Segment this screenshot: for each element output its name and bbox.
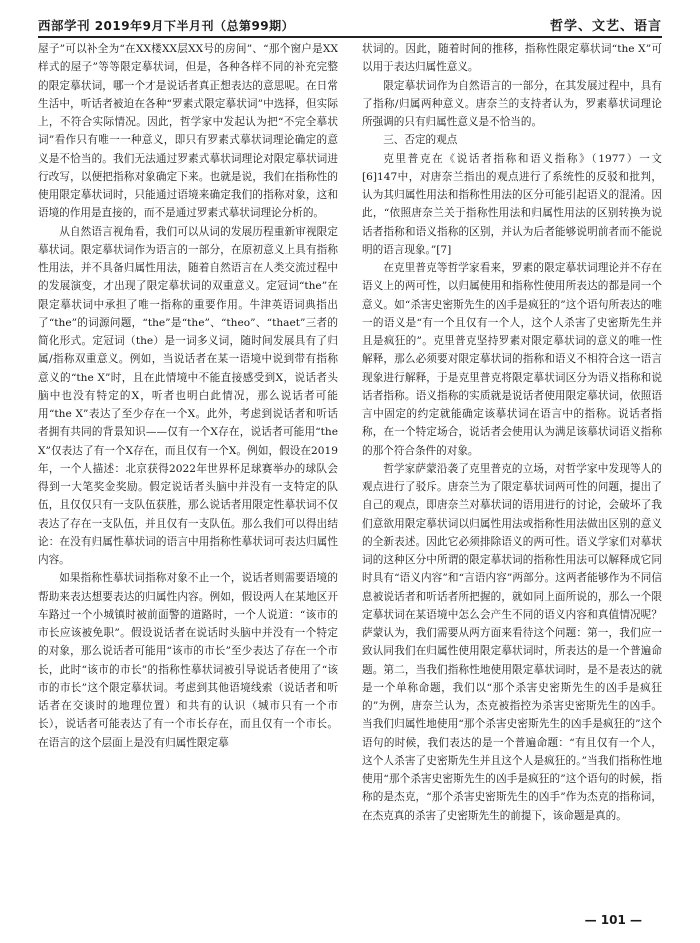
- journal-title: 西部学刊: [38, 18, 91, 33]
- paragraph: 如果指称性摹状词指称对象不止一个，说话者则需要语境的帮助来表达想要表达的归属性内容。例如，假设两人在某地区开车路过一个小城镇时被前面警的道路时，一个人说道：“该市的市长应该被免职”。假设说话者在说话时头脑中并没有一个特定的对象，那么说话者可能用“该市的市长”至少表达了存在一个市长，此时“该市的市长”的指称性摹状词被引导说话者使用了“该市的市长”这个限定摹状词。考虑到其他语境线索（说话者和听话者在交谈时的地理位置）和共有的认识（城市只有一个市长），说话者可能表达了有一个市长存在，而且仅有一个市长。在语言的这个层面上是没有归属性限定摹: [38, 572, 338, 749]
- issue-info: 2019年9月下半月刊（总第99期）: [94, 19, 295, 33]
- running-header: [38, 6, 662, 38]
- paragraph: 哲学家萨蒙沿袭了克里普克的立场，对哲学家中发现等人的观点进行了驳斥。唐奈兰为了限定摹状词两可性的问题，提出了自己的观点，即唐奈兰对摹状词的语用进行的讨论，会破坏了我们意欲用限定摹状词以归属性用法或指称性用法做出区别的意义的全新表述。因此它必须排除语义的两可性。语义学家们对摹状词的这种区分中所谓的限定摹状词的指称性用法可以解释成它同时具有“语义内容”和“言语内容”两部分。这两者能够作为不同信息被说话者和听话者所把握的，就如同上面所说的，那么一个限定摹状词在某语境中怎么会产生不同的语义内容和真值情况呢？萨蒙认为，我们需要从两方面来看待这个问题：第一，我们应一致认同我们在归属性使用限定摹状词时，所表达的是一个普遍命题。第二，当我们指称性地使用限定摹状词时，是不是表达的就是一个单称命题，我们以“那个杀害史密斯先生的凶手是疯狂的”为例，唐奈兰认为，杰克被指控为杀害史密斯先生的凶手。当我们归属性地使用“那个杀害史密斯先生的凶手是疯狂的”这个语句的时候，我们表达的是一个普遍命题：“有且仅有一个人，这个人杀害了史密斯先生并且这个人是疯狂的。”当我们指称性地使用“那个杀害史密斯先生的凶手是疯狂的”这个语句的时候，指称的是杰克，“那个杀害史密斯先生的凶手”作为杰克的指称词，在杰克真的杀害了史密斯先生的前提下，该命题是真的。: [362, 462, 662, 822]
- left-column: [38, 40, 338, 899]
- section-title: 哲学、文艺、语言: [549, 19, 662, 34]
- page-number: — 101 —: [584, 913, 642, 927]
- paragraph: 限定摹状词作为自然语言的一部分，在其发展过程中，具有了指称/归属两种意义。唐奈兰的支持者认为，罗素摹状词理论所强调的只有归属性意义是不恰当的。: [362, 79, 662, 128]
- article-body: [38, 40, 662, 899]
- header-left: [38, 16, 294, 34]
- right-column: [362, 40, 662, 899]
- paragraph: 在克里普克等哲学家看来，罗素的限定摹状词理论并不存在语义上的两可性，以归属使用和指称性使用所表达的都是同一个意义。如“杀害史密斯先生的凶手是疯狂的”这个语句所表达的唯一的语义是“有一个且仅有一个人，这个人杀害了史密斯先生并且是疯狂的”。克里普克坚持罗素对限定摹状词的意义的唯一性解释，那么必须要对限定摹状词的指称和语义不相符合这一语言现象进行解释，于是克里普克将限定摹状词区分为语义指称和说话者指称。语义指称的实质就是说话者使用限定摹状词，依照语言中固定的约定就能确定该摹状词在语言中的指称。说话者指称，在一个特定场合，说话者会使用认为满足该摹状词语义指称的那个符合条件的对象。: [362, 262, 662, 457]
- paragraph: 状词的。因此，随着时间的推移，指称性限定摹状词“the X”可以用于表达归属性意义。: [362, 43, 662, 74]
- paragraph: 克里普克在《说话者指称和语义指称》（1977）一文[6]147中，对唐奈兰指出的观点进行了系统性的反驳和批判，认为其归属性用法和指称性用法的区分可能引起语义的混淆。因此，“依照唐奈兰关于指称性用法和归属性用法的区别转换为说话者指称和语义指称的区别，并认为后者能够说明前者而不能说明的语言现象。”[7]: [362, 152, 662, 256]
- section-heading: 三、否定的观点: [383, 134, 458, 147]
- paragraph: 屋子”可以补全为“在XX楼XX层XX号的房间”、“那个窗户是XX样式的屋子”等等限定摹状词，但是，各种各样不同的补充完整的限定摹状词，哪一个才是说话者真正想表达的意思呢。在日常生活中，听话者被迫在各种“罗素式限定摹状词”中选择，但实际上，不符合实际情况。因此，哲学家中发起认为把“不完全摹状词”看作只有唯一一种意义，即只有罗素式摹状词理论确定的意义是不恰当的。我们无法通过罗素式摹状词理论对限定摹状词进行改写，以便把指称对象确定下来。也就是说，我们在指称性的使用限定摹状词时，只能通过语境来确定我们的指称对象，这和语境的作用是直接的，而不是通过罗素式摹状词理论分析的。: [38, 43, 338, 220]
- paragraph: 从自然语言视角看，我们可以从词的发展历程重新审视限定摹状词。限定摹状词作为语言的一部分，在原初意义上具有指称性用法，并不具备归属性用法，随着自然语言在人类交流过程中的发展演变，才出现了限定摹状词的双重意义。定冠词“the”在限定摹状词中承担了唯一指称的重要作用。牛津英语词典指出了“the”的词源问题，“the”是“the”、“theo”、“thaet”三者的简化形式。定冠词（the）是一词多义词，随时间发展具有了归属/指称双重意义。例如，当说话者在某一语境中说到带有指称意义的“the X”时，且在此情境中不能直接感受到X，说话者头脑中也没有特定的X，听者也明白此情况，那么说话者可能用“the X”表达了至少存在一个X。此外，考虑到说话者和听话者拥有共同的背景知识——仅有一个X存在，说话者可能用“the X”仅表达了有一个X存在，而且仅有一个X。例如，假设在2019年，一个人描述：北京获得2022年世界杯足球赛举办的球队会得到一大笔奖金奖励。假定说话者头脑中并没有一支特定的队伍，且仅仅只有一支队伍获胜，那么说话者用限定性摹状词不仅表达了存在一支队伍，并且仅有一支队伍。那么我们可以得出结论：在没有归属性摹状词的语言中用指称性摹状词可表达归属性内容。: [38, 225, 338, 566]
